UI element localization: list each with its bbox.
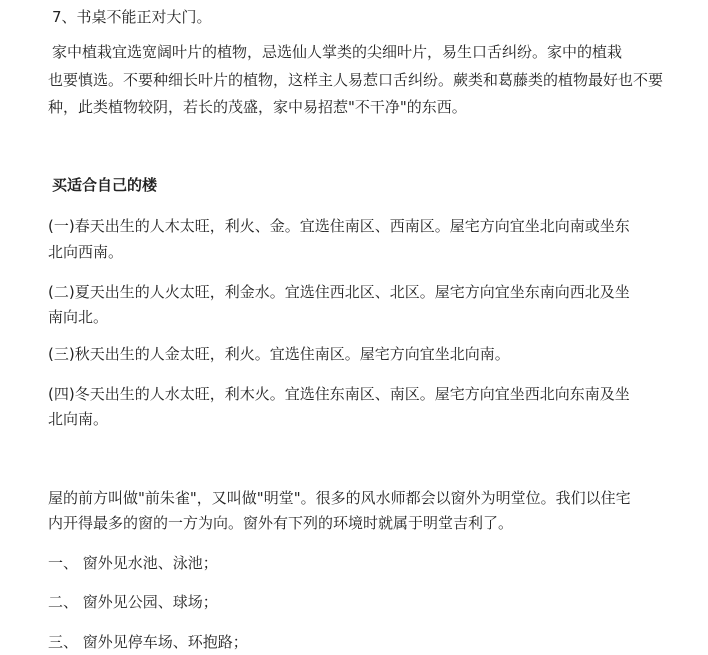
section-title: 买适合自己的楼 <box>52 176 158 194</box>
summer-line-1: (二)夏天出生的人火太旺，利金水。宜选住西北区、北区。屋宅方向宜坐东南向西北及坐 <box>48 283 630 301</box>
winter-line-1: (四)冬天出生的人水太旺，利木火。宜选住东南区、南区。屋宅方向宜坐西北向东南及坐 <box>48 385 630 403</box>
mingtang-line-2: 内开得最多的窗的一方为向。窗外有下列的环境时就属于明堂吉利了。 <box>48 514 514 532</box>
item-7-text: 7、书桌不能正对大门。 <box>52 8 212 26</box>
plants-paragraph-line-2: 也要慎选。不要种细长叶片的植物，这样主人易惹口舌纠纷。蕨类和葛藤类的植物最好也不要 <box>48 71 664 89</box>
mingtang-line-1: 屋的前方叫做"前朱雀"，又叫做"明堂"。很多的风水师都会以窗外为明堂位。我们以住宅 <box>48 489 631 507</box>
list-item: 一、 窗外见水池、泳池； <box>48 554 218 572</box>
spring-line-2: 北向西南。 <box>48 243 124 261</box>
winter-line-2: 北向南。 <box>48 410 109 428</box>
plants-paragraph-line-1: 家中植栽宜选宽阔叶片的植物，忌选仙人掌类的尖细叶片，易生口舌纠纷。家中的植栽 <box>52 43 623 61</box>
list-item: 二、 窗外见公园、球场； <box>48 593 218 611</box>
summer-line-2: 南向北。 <box>48 308 109 326</box>
spring-line-1: (一)春天出生的人木太旺，利火、金。宜选住南区、西南区。屋宅方向宜坐北向南或坐东 <box>48 217 630 235</box>
autumn-line-1: (三)秋天出生的人金太旺，利火。宜选住南区。屋宅方向宜坐北向南。 <box>48 345 510 363</box>
plants-paragraph-line-3: 种，此类植物较阴，若长的茂盛，家中易招惹"不干净"的东西。 <box>48 98 467 116</box>
list-item: 三、 窗外见停车场、环抱路； <box>48 633 248 651</box>
